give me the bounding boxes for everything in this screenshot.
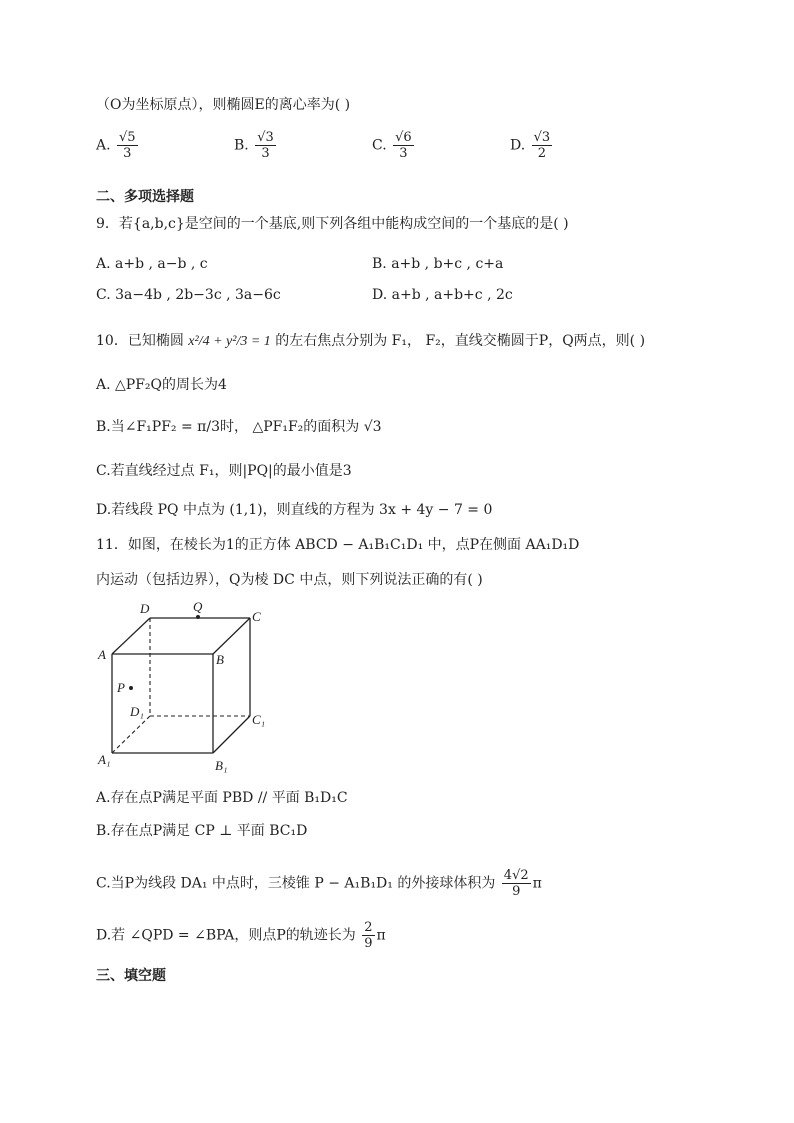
q11-stem-line-1: 11．如图，在棱长为1的正方体 ABCD − A₁B₁C₁D₁ 中，点P在侧面 AA₁D₁D	[96, 537, 580, 553]
q11-option-c: C.当P为线段 DA₁ 中点时，三棱锥 P − A₁B₁D₁ 的外接球体积为 $\frac{4√2}{9}$ π	[96, 868, 542, 899]
q8-option-b: B. $\frac{√3}{3}$	[234, 130, 274, 161]
label-B1: B₁	[215, 758, 228, 773]
label-Q: Q	[193, 599, 203, 614]
q9-option-a: A. a+b , a−b , c	[96, 256, 208, 272]
q8-option-c: C. $\frac{√6}{3}$	[372, 130, 412, 161]
q9-option-b: B. a+b , b+c , c+a	[372, 256, 504, 272]
q10-ellipse-equation: x²/4 + y²/3 = 1	[188, 334, 271, 349]
q8-option-d: D. $\frac{√3}{2}$	[510, 130, 551, 161]
section-3-title: 三、填空题	[96, 968, 166, 984]
point-p-dot	[129, 686, 133, 690]
q11-option-d: D.若 ∠QPD = ∠BPA，则点P的轨迹长为 $\frac{2}{9}$ π	[96, 920, 386, 951]
q11-stem-line-2: 内运动（包括边界），Q为棱 DC 中点，则下列说法正确的有( )	[96, 572, 483, 588]
q9-option-d: D. a+b , a+b+c , 2c	[372, 287, 513, 303]
q9-option-c: C. 3a−4b , 2b−3c , 3a−6c	[96, 287, 281, 303]
q10-option-a: A. △PF₂Q的周长为4	[96, 377, 227, 393]
q10-option-c: C.若直线经过点 F₁，则|PQ|的最小值是3	[96, 463, 352, 479]
label-D: D	[140, 601, 150, 616]
q8-option-a: A. $\frac{√5}{3}$	[96, 130, 136, 161]
q10-stem: 10．已知椭圆 x²/4 + y²/3 = 1 的左右焦点分别为 F₁， F₂，直线交椭圆于P，Q两点，则( )	[96, 333, 646, 349]
edge-A1D1-hidden	[112, 716, 150, 753]
q10-option-b: B.当∠F₁PF₂ = π/3时， △PF₁F₂的面积为 √3	[96, 419, 382, 435]
q11-option-a: A.存在点P满足平面 PBD // 平面 B₁D₁C	[96, 790, 348, 806]
edge-BC	[213, 618, 250, 654]
label-B: B	[216, 652, 224, 667]
section-2-title: 二、多项选择题	[96, 189, 194, 205]
label-A1: A₁	[98, 752, 111, 767]
label-D1: D₁	[130, 704, 144, 719]
label-P: P	[117, 680, 125, 695]
label-A: A	[98, 647, 106, 662]
edge-AD	[112, 618, 150, 654]
edge-B1C1	[213, 716, 250, 753]
q10-option-d: D.若线段 PQ 中点为 (1,1)，则直线的方程为 3x + 4y − 7 = 0	[96, 502, 493, 518]
point-q-dot	[196, 615, 200, 619]
label-C1: C₁	[252, 712, 266, 727]
q11-option-b: B.存在点P满足 CP ⊥ 平面 BC₁D	[96, 823, 308, 839]
q8-stem-tail: （O为坐标原点），则椭圆E的离心率为( )	[96, 97, 351, 113]
cube-figure	[90, 598, 290, 778]
label-C: C	[252, 609, 261, 624]
q9-stem: 9．若{a,b,c}是空间的一个基底,则下列各组中能构成空间的一个基底的是( )	[96, 216, 569, 232]
